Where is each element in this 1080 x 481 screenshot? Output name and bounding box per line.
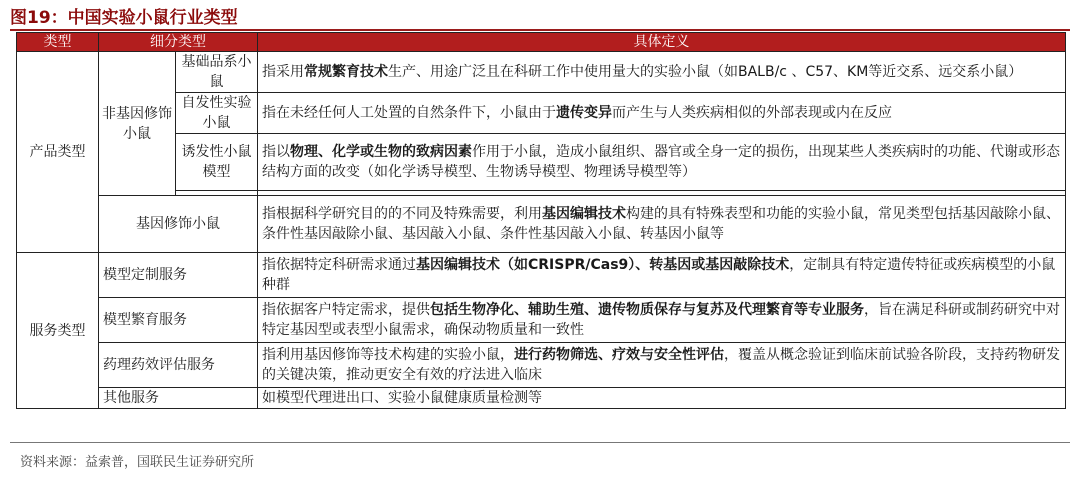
table-row [17,298,1066,343]
subcategory-gm: 基因修饰小鼠 [99,196,258,253]
definition-induced: 指以物理、化学或生物的致病因素作用于小鼠，造成小鼠组织、器官或全身一定的损伤，出现某些人类疾病时的功能、代谢或形态结构方面的改变（如化学诱导模型、生物诱导模型、物理诱导模型等） [258,134,1066,191]
item-spontaneous: 自发性实验小鼠 [176,93,258,134]
definition-breeding: 指依据客户特定需求，提供包括生物净化、辅助生殖、遗传物质保存与复苏及代理繁育等专业服务，旨在满足科研或制药研究中对特定基因型或表型小鼠需求，确保动物质量和一致性 [258,298,1066,343]
header-definition: 具体定义 [258,33,1066,52]
definition-pharma: 指利用基因修饰等技术构建的实验小鼠，进行药物筛选、疗效与安全性评估，覆盖从概念验证到临床前试验各阶段，支持药物研发的关键决策，推动更安全有效的疗法进入临床 [258,343,1066,388]
service-pharma: 药理药效评估服务 [99,343,258,388]
item-induced: 诱发性小鼠模型 [176,134,258,191]
bottom-rule [10,442,1070,443]
title-rule [10,29,1070,31]
header-row [17,33,1066,52]
table-row [17,253,1066,298]
table-row [17,52,1066,93]
header-type: 类型 [17,33,99,52]
category-service: 服务类型 [17,253,99,409]
definition-basic-strain: 指采用常规繁育技术生产、用途广泛且在科研工作中使用量大的实验小鼠（如BALB/c 、C57、KM等近交系、远交系小鼠） [258,52,1066,93]
definition-other: 如模型代理进出口、实验小鼠健康质量检测等 [258,388,1066,409]
industry-type-table [16,32,1066,409]
definition-gm: 指根据科学研究目的的不同及特殊需要，利用基因编辑技术构建的具有特殊表型和功能的实验小鼠，常见类型包括基因敲除小鼠、条件性基因敲除小鼠、基因敲入小鼠、条件性基因敲入小鼠、转基因小鼠等 [258,196,1066,253]
item-basic-strain: 基础品系小鼠 [176,52,258,93]
source-note: 资料来源：益索普，国联民生证券研究所 [20,455,255,470]
table-row [17,388,1066,409]
service-breeding: 模型繁育服务 [99,298,258,343]
subcategory-non-gm: 非基因修饰小鼠 [99,52,176,196]
category-product: 产品类型 [17,52,99,253]
definition-spontaneous: 指在未经任何人工处置的自然条件下，小鼠由于遗传变异而产生与人类疾病相似的外部表现或内在反应 [258,93,1066,134]
table-row [17,196,1066,253]
header-subtype: 细分类型 [99,33,258,52]
definition-custom: 指依据特定科研需求通过基因编辑技术（如CRISPR/Cas9）、转基因或基因敲除技术，定制具有特定遗传特征或疾病模型的小鼠种群 [258,253,1066,298]
figure-title: 图19：中国实验小鼠行业类型 [10,8,238,28]
service-other: 其他服务 [99,388,258,409]
service-custom: 模型定制服务 [99,253,258,298]
table-row [17,343,1066,388]
